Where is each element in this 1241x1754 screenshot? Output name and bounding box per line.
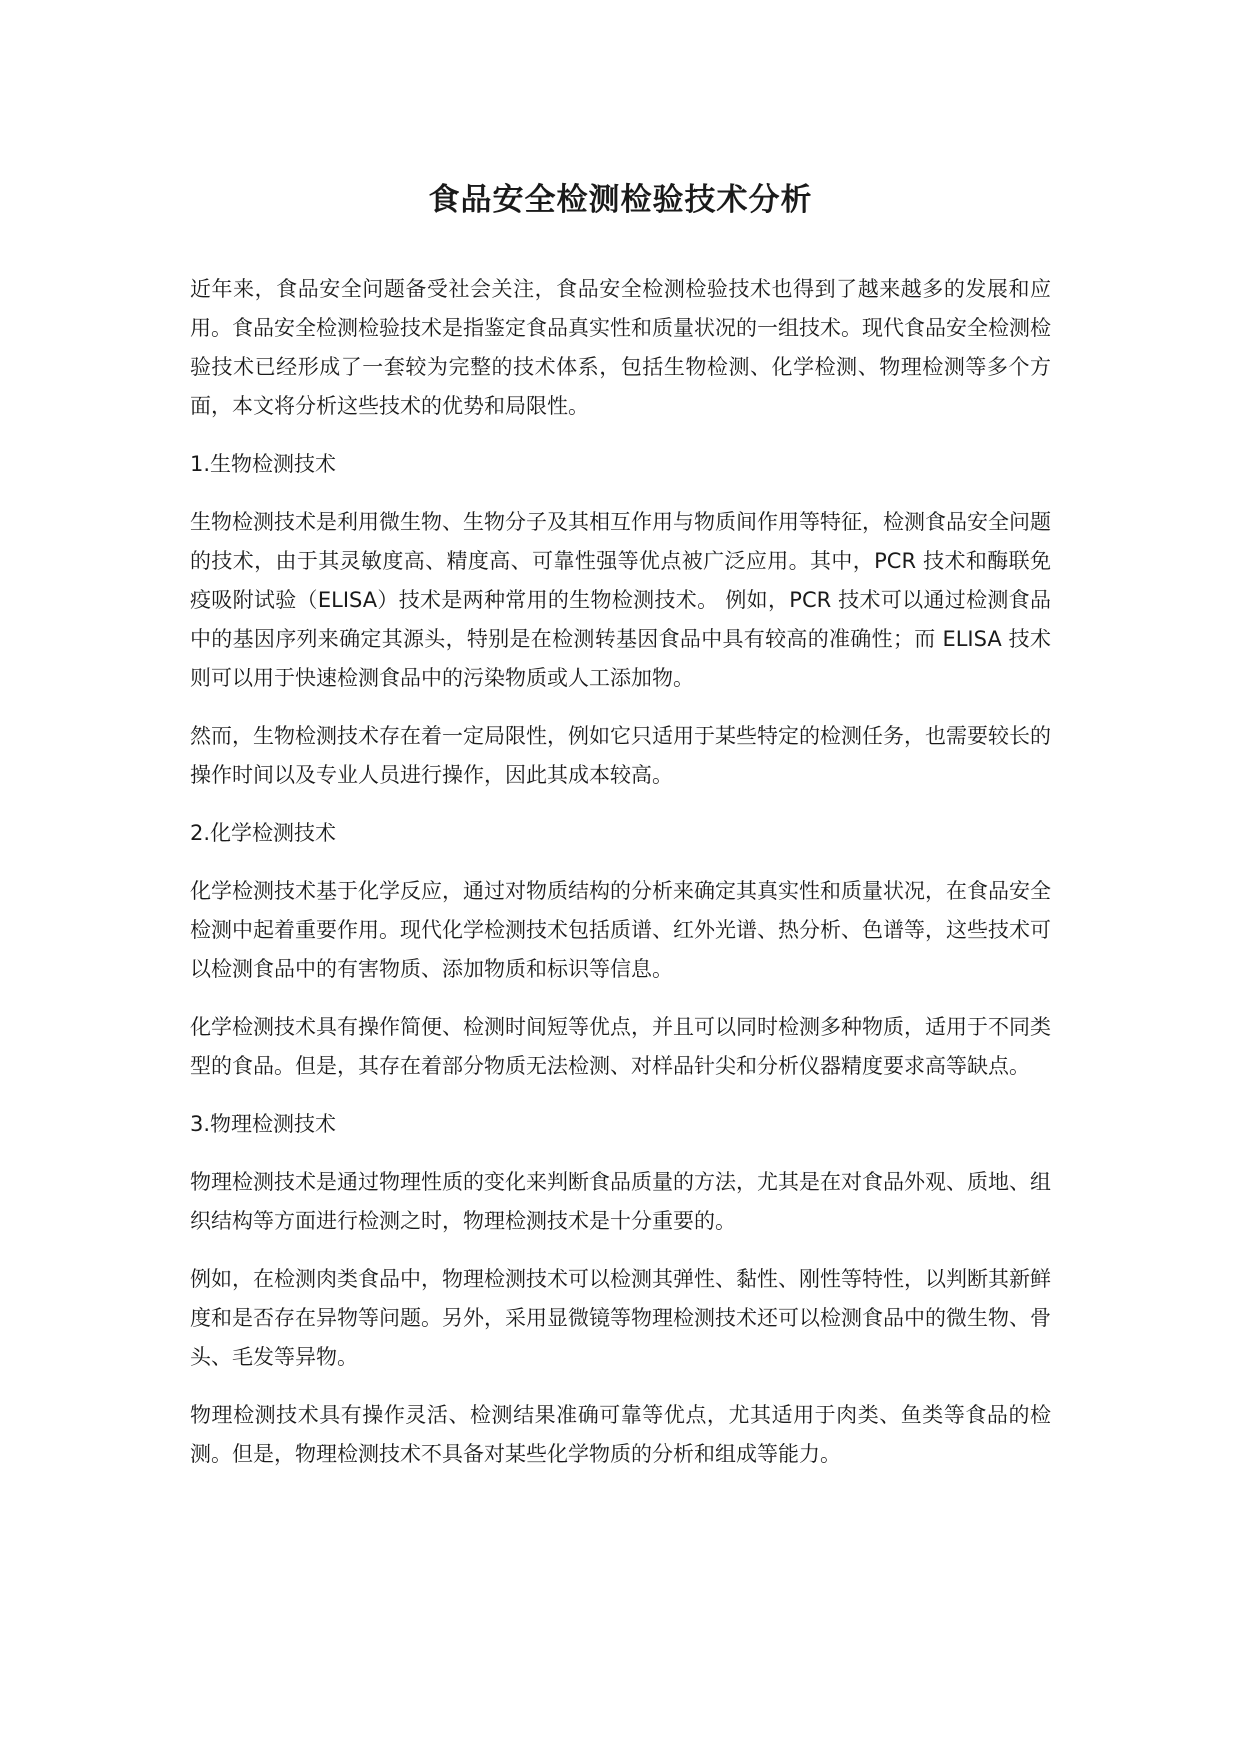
section-heading: 1.生物检测技术: [190, 452, 337, 476]
section-paragraph: 化学检测技术具有操作简便、检测时间短等优点，并且可以同时检测多种物质，适用于不同类型的食品。但是，其存在着部分物质无法检测、对样品针尖和分析仪器精度要求高等缺点。: [190, 1015, 1051, 1078]
section-paragraph: 物理检测技术具有操作灵活、检测结果准确可靠等优点，尤其适用于肉类、鱼类等食品的检测。但是，物理检测技术不具备对某些化学物质的分析和组成等能力。: [190, 1403, 1051, 1466]
section-paragraph: 化学检测技术基于化学反应，通过对物质结构的分析来确定其真实性和质量状况，在食品安全检测中起着重要作用。现代化学检测技术包括质谱、红外光谱、热分析、色谱等，这些技术可以检测食品中的有害物质、添加物质和标识等信息。: [190, 879, 1051, 981]
section-paragraph: 物理检测技术是通过物理性质的变化来判断食品质量的方法，尤其是在对食品外观、质地、组织结构等方面进行检测之时，物理检测技术是十分重要的。: [190, 1170, 1051, 1233]
section-paragraph: 然而，生物检测技术存在着一定局限性，例如它只适用于某些特定的检测任务，也需要较长的操作时间以及专业人员进行操作，因此其成本较高。: [190, 724, 1051, 787]
section-physical: [190, 1105, 1051, 1474]
intro-paragraph: 近年来，食品安全问题备受社会关注，食品安全检测检验技术也得到了越来越多的发展和应用。食品安全检测检验技术是指鉴定食品真实性和质量状况的一组技术。现代食品安全检测检验技术已经形成了一套较为完整的技术体系，包括生物检测、化学检测、物理检测等多个方面，本文将分析这些技术的优势和局限性。: [190, 277, 1051, 418]
document-title: 食品安全检测检验技术分析: [428, 182, 813, 218]
section-chemical: [190, 814, 1051, 1086]
section-paragraph: 例如，在检测肉类食品中，物理检测技术可以检测其弹性、黏性、刚性等特性，以判断其新鲜度和是否存在异物等问题。另外，采用显微镜等物理检测技术还可以检测食品中的微生物、骨头、毛发等异物。: [190, 1267, 1051, 1369]
section-paragraph: 生物检测技术是利用微生物、生物分子及其相互作用与物质间作用等特征，检测食品安全问题的技术，由于其灵敏度高、精度高、可靠性强等优点被广泛应用。其中，PCR 技术和酶联免疫吸附试验（ELISA）技术是两种常用的生物检测技术。 例如，PCR 技术可以通过检测食品中的基因序列来确定其源头，特别是在检测转基因食品中具有较高的准确性；而 ELISA 技术则可以用于快速检测食品中的污染物质或人工添加物。: [190, 510, 1051, 690]
section-biological: [190, 445, 1051, 795]
section-heading: 3.物理检测技术: [190, 1112, 337, 1136]
section-heading: 2.化学检测技术: [190, 821, 337, 845]
